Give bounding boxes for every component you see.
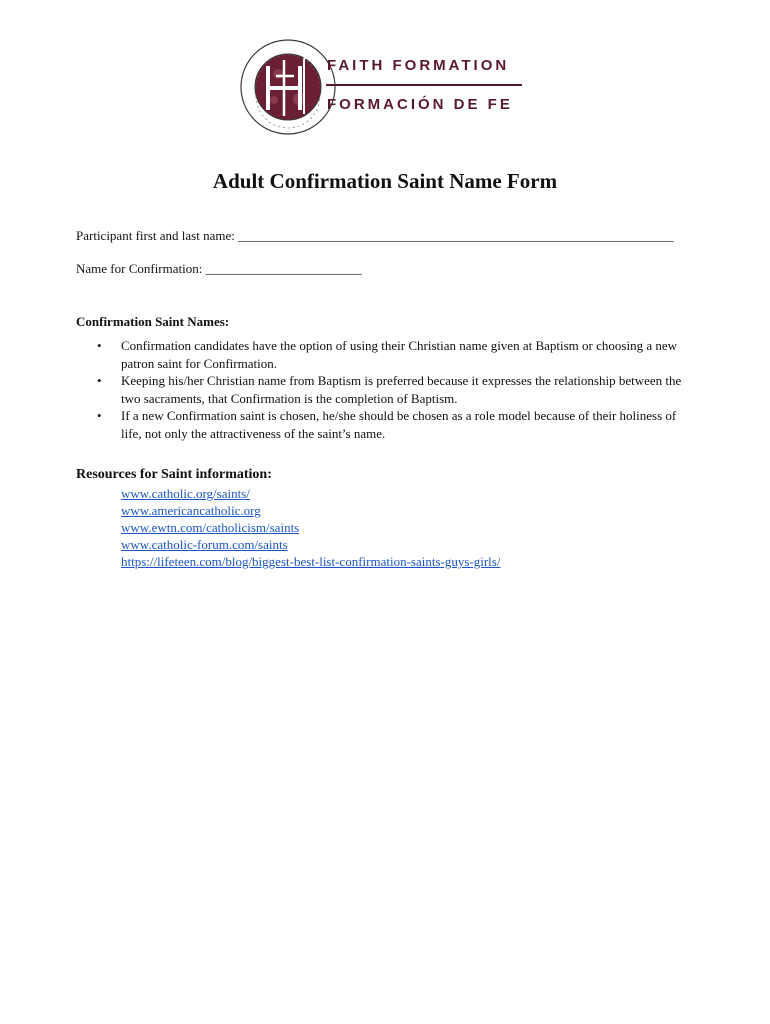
- brand-divider: [326, 84, 522, 86]
- confirmation-name-field: [76, 261, 362, 277]
- resource-link-americancatholic[interactable]: www.americancatholic.org: [121, 503, 261, 518]
- list-item-text: Keeping his/her Christian name from Baptism is preferred because it expresses the relationship between the two sacraments, that Confirmation is the completion of Baptism.: [121, 373, 682, 406]
- participant-name-blank[interactable]: ___________________________________________________________________: [238, 228, 674, 243]
- resource-link-catholic-org[interactable]: www.catholic.org/saints/: [121, 486, 250, 501]
- list-item: [76, 407, 686, 442]
- saint-names-heading: Confirmation Saint Names:: [76, 314, 230, 329]
- bullet-icon: •: [97, 408, 102, 423]
- list-item: [121, 553, 500, 570]
- parish-crest-logo: [238, 36, 338, 138]
- list-item: [121, 519, 500, 536]
- saint-names-list: [76, 337, 686, 442]
- resource-link-catholic-forum[interactable]: www.catholic-forum.com/saints: [121, 537, 288, 552]
- list-item-text: Confirmation candidates have the option of using their Christian name given at Baptism or choosing a new patron saint for Confirmation.: [121, 338, 677, 371]
- brand-title-spanish: FORMACIÓN DE FE: [327, 96, 513, 113]
- bullet-icon: •: [97, 338, 102, 353]
- confirmation-name-label: Name for Confirmation:: [76, 261, 203, 276]
- bullet-icon: •: [97, 373, 102, 388]
- list-item: [121, 485, 500, 502]
- brand-title-english: FAITH FORMATION: [327, 57, 510, 74]
- participant-name-label: Participant first and last name:: [76, 228, 235, 243]
- resource-links-list: [121, 485, 500, 570]
- page-header: [238, 36, 538, 138]
- resource-link-lifeteen[interactable]: https://lifeteen.com/blog/biggest-best-list-confirmation-saints-guys-girls/: [121, 554, 501, 569]
- participant-name-field: [76, 228, 674, 244]
- confirmation-name-blank[interactable]: ________________________: [205, 261, 362, 276]
- form-title: Adult Confirmation Saint Name Form: [212, 169, 558, 193]
- list-item: [121, 502, 500, 519]
- list-item: [76, 372, 686, 407]
- list-item: [76, 337, 686, 372]
- list-item-text: If a new Confirmation saint is chosen, he/she should be chosen as a role model because of their holiness of life, not only the attractiveness of the saint’s name.: [121, 408, 677, 441]
- list-item: [121, 536, 500, 553]
- resource-link-ewtn[interactable]: www.ewtn.com/catholicism/saints: [121, 520, 300, 535]
- resources-heading: Resources for Saint information:: [76, 467, 272, 482]
